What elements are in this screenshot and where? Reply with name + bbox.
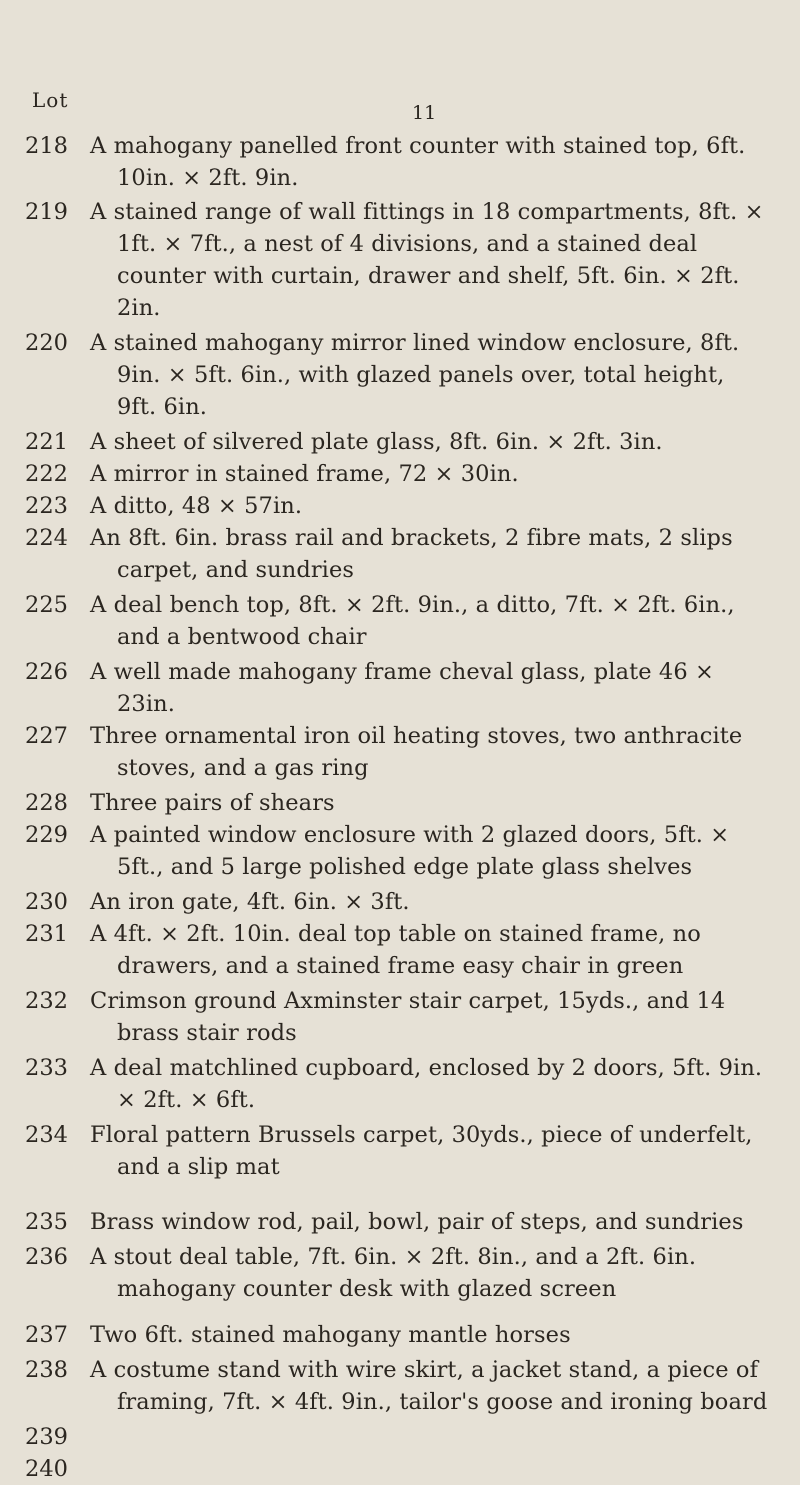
lot-entry <box>0 1052 800 1116</box>
lot-description: Two 6ft. stained mahogany mantle horses <box>90 1322 571 1348</box>
lot-column-header: Lot <box>32 88 69 112</box>
lot-description: A stout deal table, 7ft. 6in. × 2ft. 8in., and a 2ft. 6in. mahogany counter desk with glazed screen <box>90 1244 697 1302</box>
lot-entry <box>0 1206 800 1238</box>
lot-number: 238 <box>25 1357 68 1383</box>
lot-description: A deal matchlined cupboard, enclosed by 2 doors, 5ft. 9in. × 2ft. × 6ft. <box>90 1055 763 1113</box>
lot-number: 226 <box>25 659 68 685</box>
lot-description: A sheet of silvered plate glass, 8ft. 6in. × 2ft. 3in. <box>90 429 663 455</box>
lot-number: 218 <box>25 133 68 159</box>
lot-number: 227 <box>25 723 68 749</box>
lot-entry <box>0 589 800 653</box>
lot-number: 230 <box>25 889 68 915</box>
lot-number: 233 <box>25 1055 68 1081</box>
lot-number: 235 <box>25 1209 68 1235</box>
lot-entry <box>0 819 800 883</box>
lot-number: 231 <box>25 921 68 947</box>
lot-description: A ditto, 48 × 57in. <box>90 493 303 519</box>
lot-number: 240 <box>25 1456 68 1482</box>
lot-number: 228 <box>25 790 68 816</box>
lot-number: 232 <box>25 988 68 1014</box>
lot-number: 222 <box>25 461 68 487</box>
lot-description: Three pairs of shears <box>90 790 335 816</box>
lot-description: A well made mahogany frame cheval glass, plate 46 × 23in. <box>90 659 714 717</box>
lot-entry <box>0 327 800 423</box>
lot-entry <box>0 1119 800 1183</box>
lot-entry <box>0 720 800 784</box>
lot-description: A mirror in stained frame, 72 × 30in. <box>90 461 519 487</box>
lot-description: Crimson ground Axminster stair carpet, 15yds., and 14 brass stair rods <box>90 988 726 1046</box>
lot-entry <box>0 1453 800 1485</box>
lot-number: 225 <box>25 592 68 618</box>
lot-number: 236 <box>25 1244 68 1270</box>
lot-list <box>0 130 800 1485</box>
lot-entry <box>0 458 800 490</box>
lot-description: Brass window rod, pail, bowl, pair of steps, and sundries <box>90 1209 744 1235</box>
lot-number: 229 <box>25 822 68 848</box>
lot-number: 234 <box>25 1122 68 1148</box>
lot-entry <box>0 787 800 819</box>
lot-number: 220 <box>25 330 68 356</box>
lot-entry <box>0 985 800 1049</box>
lot-entry <box>0 1421 800 1453</box>
lot-description: A deal bench top, 8ft. × 2ft. 9in., a ditto, 7ft. × 2ft. 6in., and a bentwood chair <box>90 592 735 650</box>
lot-entry <box>0 918 800 982</box>
lot-description: Three ornamental iron oil heating stoves, two anthracite stoves, and a gas ring <box>90 723 743 781</box>
lot-number: 219 <box>25 199 68 225</box>
lot-description: Floral pattern Brussels carpet, 30yds., piece of underfelt, and a slip mat <box>90 1122 753 1180</box>
lot-entry <box>0 1241 800 1305</box>
lot-entry <box>0 426 800 458</box>
lot-description: An 8ft. 6in. brass rail and brackets, 2 fibre mats, 2 slips carpet, and sundries <box>90 525 733 583</box>
lot-entry <box>0 130 800 194</box>
lot-description: A mahogany panelled front counter with stained top, 6ft. 10in. × 2ft. 9in. <box>90 133 746 191</box>
lot-number: 239 <box>25 1424 68 1450</box>
lot-description: A stained range of wall fittings in 18 compartments, 8ft. × 1ft. × 7ft., a nest of 4 divisions, and a stained deal counter with curtain, drawer and shelf, 5ft. 6in. × 2ft. 2in. <box>90 199 764 321</box>
lot-description: An iron gate, 4ft. 6in. × 3ft. <box>90 889 410 915</box>
lot-number: 223 <box>25 493 68 519</box>
lot-description: A 4ft. × 2ft. 10in. deal top table on stained frame, no drawers, and a stained frame easy chair in green <box>90 921 701 979</box>
lot-description: A painted window enclosure with 2 glazed doors, 5ft. × 5ft., and 5 large polished edge plate glass shelves <box>90 822 730 880</box>
lot-entry <box>0 1354 800 1418</box>
page-number: 11 <box>412 102 437 124</box>
lot-entry <box>0 886 800 918</box>
lot-entry <box>0 522 800 586</box>
lot-entry <box>0 1319 800 1351</box>
lot-number: 224 <box>25 525 68 551</box>
lot-number: 237 <box>25 1322 68 1348</box>
lot-description: A costume stand with wire skirt, a jacket stand, a piece of framing, 7ft. × 4ft. 9in., tailor's goose and ironing board <box>90 1357 768 1415</box>
lot-entry <box>0 196 800 324</box>
lot-entry <box>0 656 800 720</box>
lot-entry <box>0 490 800 522</box>
lot-description: A stained mahogany mirror lined window enclosure, 8ft. 9in. × 5ft. 6in., with glazed panels over, total height, 9ft. 6in. <box>90 330 740 420</box>
lot-number: 221 <box>25 429 68 455</box>
